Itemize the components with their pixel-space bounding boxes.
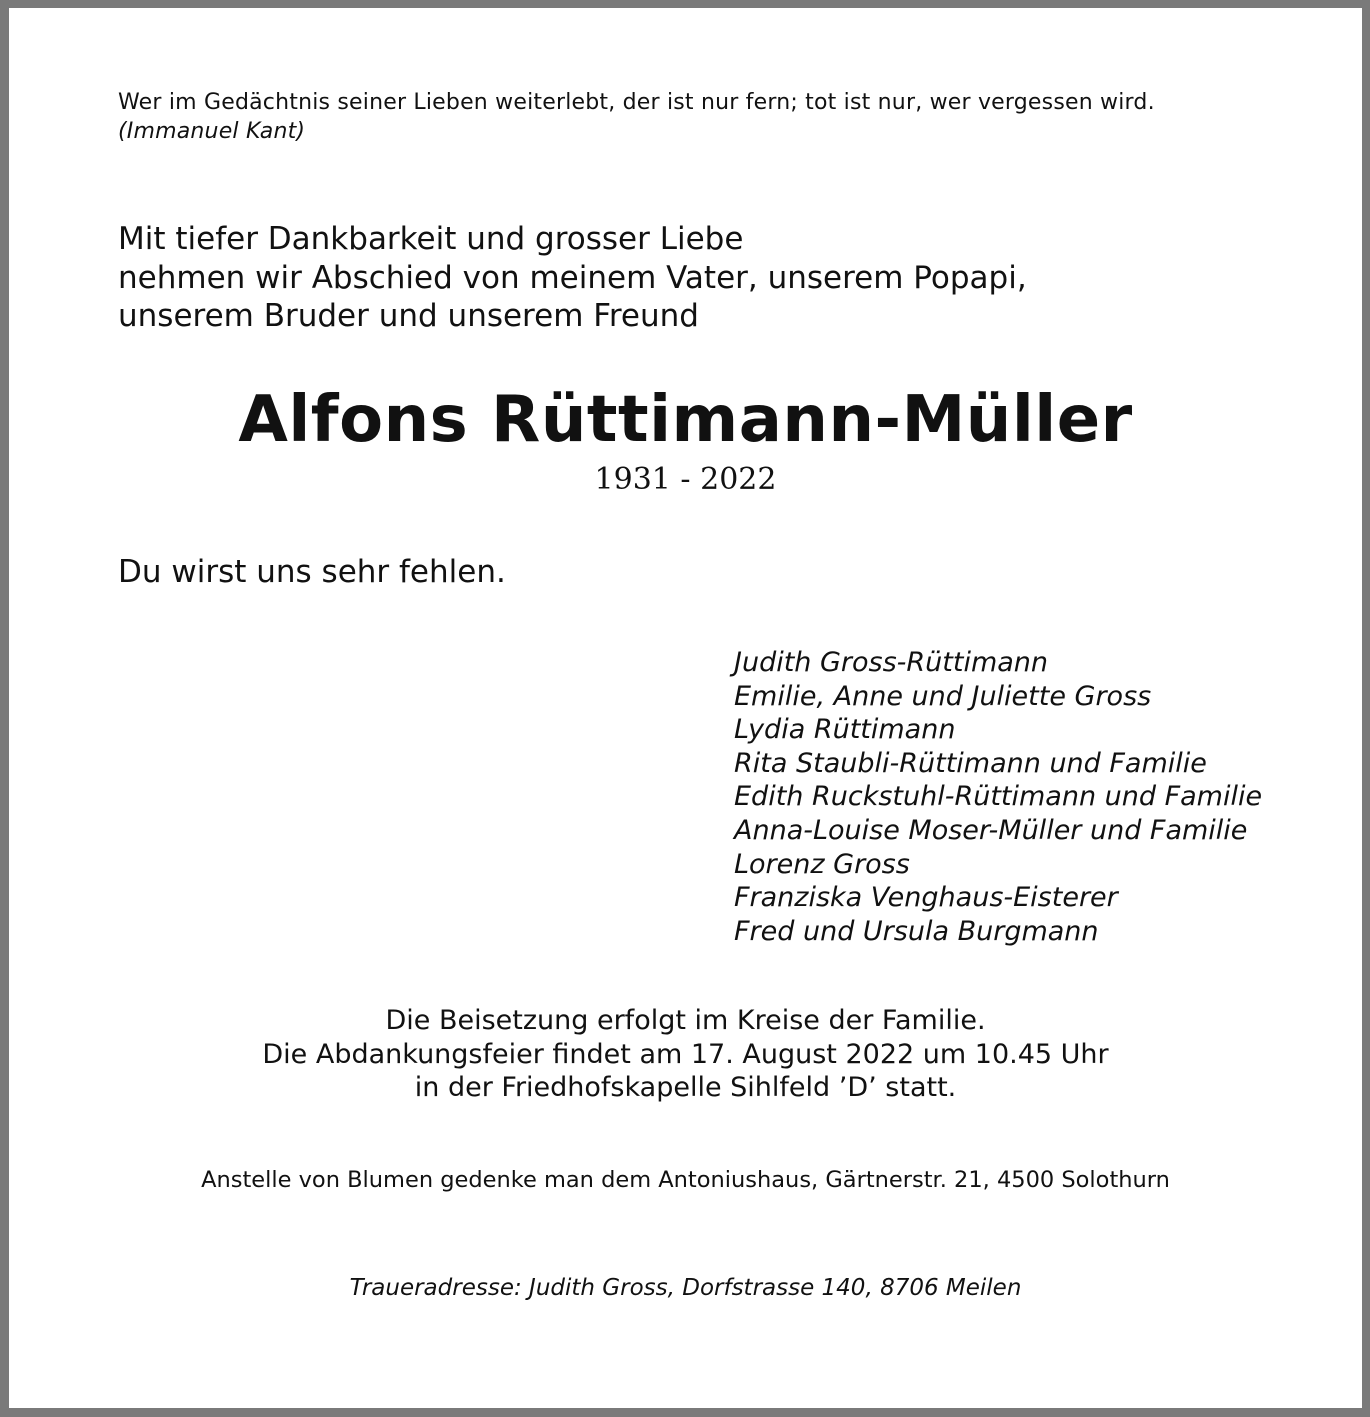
quote-author: (Immanuel Kant) — [118, 119, 306, 144]
intro-line: nehmen wir Abschied von meinem Vater, unserem Popapi, — [118, 259, 1027, 296]
mourners-list — [734, 646, 1334, 948]
mourner-item: Lydia Rüttimann — [734, 714, 956, 746]
mourner-item: Rita Staubli-Rüttimann und Familie — [734, 747, 1207, 779]
funeral-line: in der Friedhofskapelle Sihlfeld ’D’ statt. — [414, 1072, 957, 1103]
quote-block — [118, 88, 1278, 146]
intro-line: Mit tiefer Dankbarkeit und grosser Liebe — [118, 221, 744, 257]
funeral-line: Die Beisetzung erfolgt im Kreise der Familie. — [385, 1005, 986, 1036]
mourner-item: Edith Ruckstuhl-Rüttimann und Familie — [734, 781, 1263, 813]
quote-text: Wer im Gedächtnis seiner Lieben weiterlebt, der ist nur fern; tot ist nur, wer vergessen wird. — [118, 90, 1155, 115]
funeral-line: Die Abdankungsfeier findet am 17. August 2022 um 10.45 Uhr — [262, 1038, 1109, 1070]
deceased-name: Alfons Rüttimann-Müller — [238, 383, 1133, 457]
mourner-item: Anna-Louise Moser-Müller und Familie — [734, 814, 1248, 846]
mourning-address: Traueradresse: Judith Gross, Dorfstrasse 140, 8706 Meilen — [349, 1275, 1022, 1301]
intro-line: unserem Bruder und unserem Freund — [118, 298, 699, 334]
mourner-item: Franziska Venghaus-Eisterer — [734, 882, 1118, 914]
intro-text — [118, 220, 1278, 336]
funeral-info — [9, 1004, 1362, 1105]
life-years: 1931 - 2022 — [594, 462, 777, 497]
farewell-line: Du wirst uns sehr fehlen. — [118, 554, 506, 590]
mourner-item: Fred und Ursula Burgmann — [734, 915, 1099, 947]
donation-note: Anstelle von Blumen gedenke man dem Antoniushaus, Gärtnerstr. 21, 4500 Solothurn — [201, 1167, 1170, 1193]
obituary-page — [9, 8, 1362, 1408]
mourner-item: Judith Gross-Rüttimann — [734, 647, 1049, 678]
mourner-item: Emilie, Anne und Juliette Gross — [734, 680, 1152, 712]
mourner-item: Lorenz Gross — [734, 848, 910, 880]
